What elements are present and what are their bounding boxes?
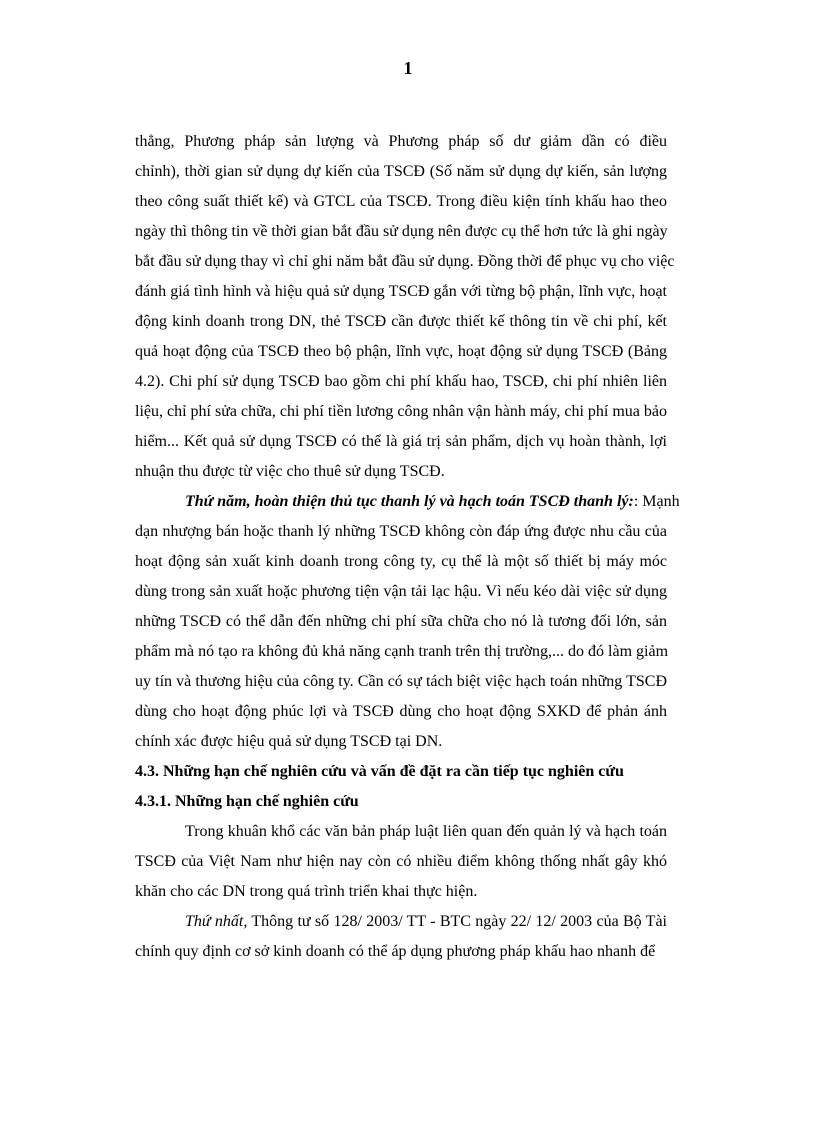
paragraph-line: uy tín và thương hiệu của công ty. Cần có sự tách biệt việc hạch toán những TSCĐ bbox=[135, 673, 667, 690]
paragraph-line: dạn nhượng bán hoặc thanh lý những TSCĐ không còn đáp ứng được nhu cầu của bbox=[135, 523, 667, 540]
paragraph-lead-text: Thông tư số 128/ 2003/ TT - BTC ngày 22/ 12/ 2003 của Bộ Tài bbox=[247, 913, 668, 930]
paragraph-line: dùng cho hoạt động phúc lợi và TSCĐ dùng cho hoạt động SXKD để phản ánh bbox=[135, 703, 667, 720]
paragraph-line: theo công suất thiết kế) và GTCL của TSCĐ. Trong điều kiện tính khấu hao theo bbox=[135, 193, 667, 210]
paragraph-line: phẩm mà nó tạo ra không đủ khả năng cạnh tranh trên thị trường,... do đó làm giảm bbox=[135, 643, 669, 660]
paragraph-lead-line bbox=[135, 907, 667, 937]
subsection-heading: 4.3.1. Những hạn chế nghiên cứu bbox=[135, 793, 359, 810]
paragraph-line: đánh giá tình hình và hiệu quả sử dụng TSCĐ gắn với từng bộ phận, lĩnh vực, hoạt bbox=[135, 283, 667, 300]
paragraph-line: dùng trong sản xuất hoặc phương tiện vận tải lạc hậu. Vì nếu kéo dài việc sử dụng bbox=[135, 583, 667, 600]
paragraph-line: quả hoạt động của TSCĐ theo bộ phận, lĩnh vực, hoạt động sử dụng TSCĐ (Bảng bbox=[135, 343, 667, 360]
paragraph-line: những TSCĐ có thể dẫn đến những chi phí sữa chữa cho nó là tương đối lớn, sản bbox=[135, 613, 667, 630]
body-text bbox=[135, 127, 680, 967]
paragraph-line: 4.2). Chi phí sử dụng TSCĐ bao gồm chi phí khấu hao, TSCĐ, chi phí nhiên liên bbox=[135, 373, 667, 390]
paragraph-line: TSCĐ của Việt Nam như hiện nay còn có nhiều điểm không thống nhất gây khó bbox=[135, 853, 667, 870]
paragraph-line: Trong khuân khổ các văn bản pháp luật liên quan đến quản lý và hạch toán bbox=[185, 823, 667, 840]
paragraph-line: thẳng, Phương pháp sản lượng và Phương pháp số dư giảm dần có điều bbox=[135, 133, 667, 150]
page-number: 1 bbox=[403, 58, 413, 78]
paragraph-line: hoạt động sản xuất kinh doanh trong công ty, cụ thể là một số thiết bị máy móc bbox=[135, 553, 667, 570]
section-heading: 4.3. Những hạn chế nghiên cứu và vấn đề đặt ra cần tiếp tục nghiên cứu bbox=[135, 763, 624, 780]
paragraph-lead-line bbox=[135, 487, 680, 517]
paragraph-line: bắt đầu sử dụng thay vì chỉ ghi năm bắt đầu sử dụng. Đồng thời để phục vụ cho việc bbox=[135, 253, 675, 270]
paragraph-line: chỉnh), thời gian sử dụng dự kiến của TSCĐ (Số năm sử dụng dự kiến, sản lượng bbox=[135, 163, 667, 180]
paragraph-line: chính quy định cơ sở kinh doanh có thể áp dụng phương pháp khấu hao nhanh để bbox=[135, 943, 656, 960]
paragraph-line: chính xác được hiệu quả sử dụng TSCĐ tại DN. bbox=[135, 733, 443, 750]
paragraph-line: hiểm... Kết quả sử dụng TSCĐ có thể là giá trị sản phẩm, dịch vụ hoàn thành, lợi bbox=[135, 433, 667, 450]
paragraph-line: liệu, chỉ phí sửa chữa, chi phí tiền lương công nhân vận hành máy, chi phí mua bảo bbox=[135, 403, 667, 420]
paragraph-lead-emphasis: Thứ nhất, bbox=[185, 913, 248, 930]
paragraph-line: động kinh doanh trong DN, thẻ TSCĐ cần được thiết kế thông tin về chi phí, kết bbox=[135, 313, 667, 330]
paragraph-line: ngày thì thông tin về thời gian bắt đầu sử dụng nên được cụ thể hơn tức là ghi ngày bbox=[135, 223, 668, 240]
paragraph-line: nhuận thu được từ việc cho thuê sử dụng TSCĐ. bbox=[135, 463, 445, 480]
paragraph-lead-emphasis: Thứ năm, hoàn thiện thủ tục thanh lý và hạch toán TSCĐ thanh lý: bbox=[185, 493, 634, 510]
paragraph-line: khăn cho các DN trong quá trình triển khai thực hiện. bbox=[135, 883, 478, 900]
paragraph-lead-text: : Mạnh bbox=[633, 493, 680, 510]
